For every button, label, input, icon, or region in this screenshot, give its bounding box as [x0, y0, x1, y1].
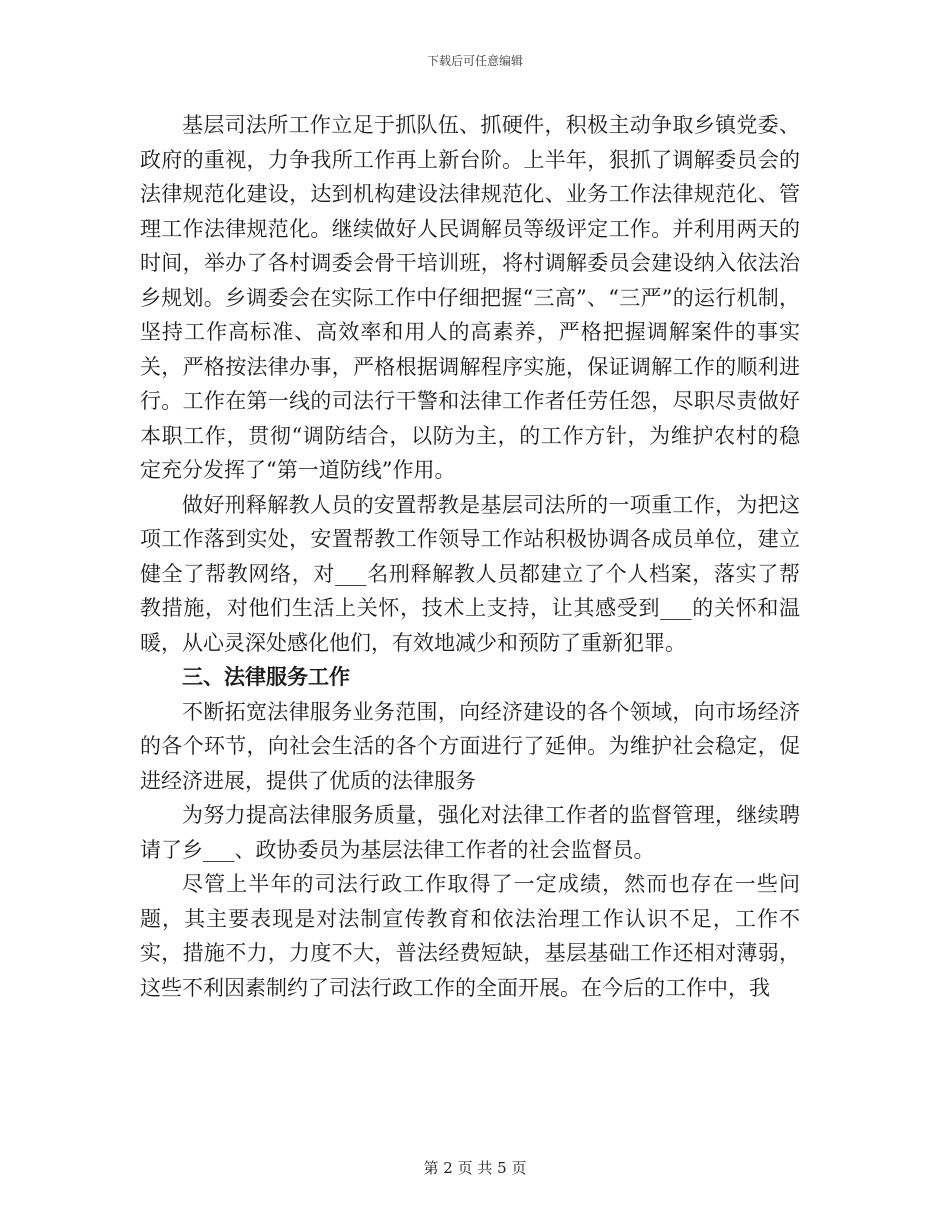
page-header: 下载后可任意编辑	[426, 54, 523, 68]
paragraph-resettlement-assistance: 做好刑释解教人员的安置帮教是基层司法所的一项重工作，为把这项工作落到实处，安置帮教工作领导工作站积极协调各成员单位，建立健全了帮教网络，对___名刑释解教人员都建立了个人档案，落实了帮教措施，对他们生活上关怀，技术上支持，让其感受到___的关怀和温暖，从心灵深处感化他们，有效地减少和预防了重新犯罪。	[140, 492, 800, 655]
document-body	[140, 108, 800, 1005]
paragraph-legal-service-scope: 不断拓宽法律服务业务范围，向经济建设的各个领域，向市场经济的各个环节，向社会生活的各个方面进行了延伸。为维护社会稳定，促进经济进展，提供了优质的法律服务	[140, 699, 800, 793]
paragraph-problems: 尽管上半年的司法行政工作取得了一定成绩，然而也存在一些问题，其主要表现是对法制宣传教育和依法治理工作认识不足，工作不实，措施不力，力度不大，普法经费短缺，基层基础工作还相对薄弱，这些不利因素制约了司法行政工作的全面开展。在今后的工作中，我	[140, 872, 800, 1000]
paragraph-service-quality: 为努力提高法律服务质量，强化对法律工作者的监督管理，继续聘请了乡___、政协委员为基层法律工作者的社会监督员。	[140, 803, 800, 862]
page-number: 第 2 页 共 5 页	[423, 1159, 527, 1177]
paragraph-grassroots-judicial-office: 基层司法所工作立足于抓队伍、抓硬件，积极主动争取乡镇党委、政府的重视，力争我所工作再上新台阶。上半年，狠抓了调解委员会的法律规范化建设，达到机构建设法律规范化、业务工作法律规范化、管理工作法律规范化。继续做好人民调解员等级评定工作。并利用两天的时间，举办了各村调委会骨干培训班，将村调解委员会建设纳入依法治乡规划。乡调委会在实际工作中仔细把握“三高”、“三严”的运行机制，坚持工作高标准、高效率和用人的高素养，严格把握调解案件的事实关，严格按法律办事，严格根据调解程序实施，保证调解工作的顺利进行。工作在第一线的司法行干警和法律工作者任劳任怨，尽职尽责做好本职工作，贯彻“调防结合，以防为主，的工作方针，为维护农村的稳定充分发挥了“第一道防线”作用。	[140, 113, 800, 482]
section-heading-legal-services: 三、法律服务工作	[182, 664, 350, 689]
